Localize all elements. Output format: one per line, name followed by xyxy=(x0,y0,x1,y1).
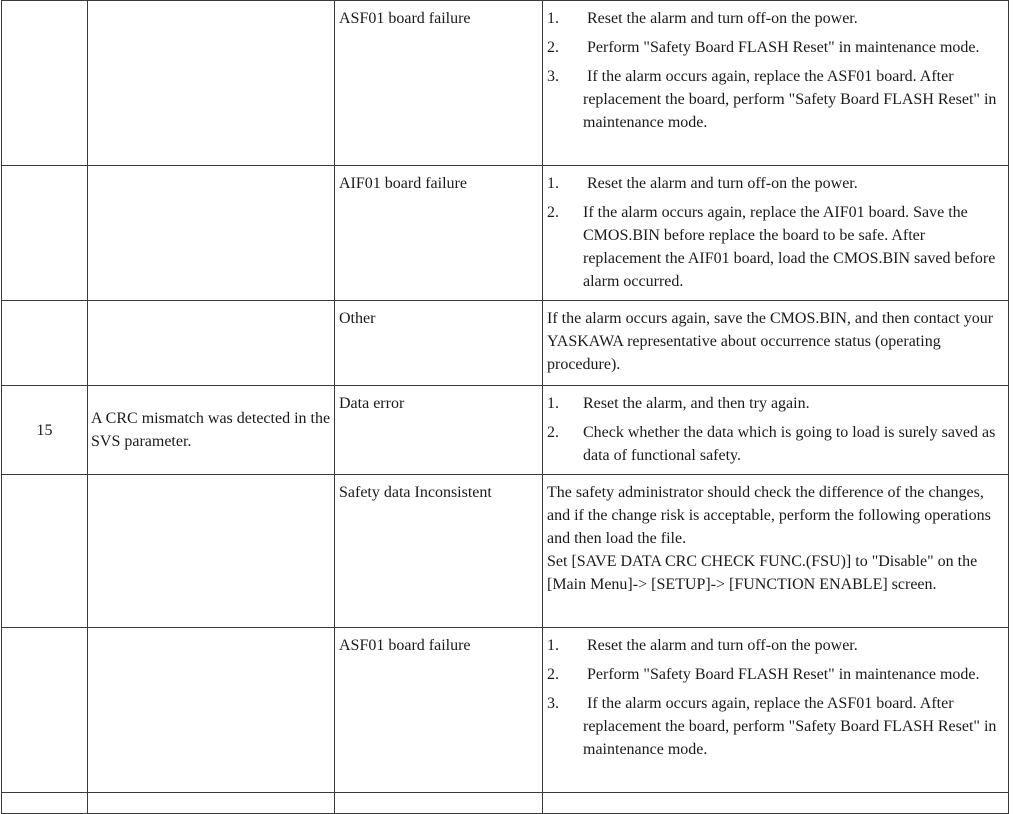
remedy-step: 1. Reset the alarm and turn off-on the power. xyxy=(547,10,858,27)
table-row xyxy=(2,386,1009,475)
alarm-description-cell xyxy=(88,1,335,166)
alarm-number-cell xyxy=(2,301,88,386)
table-row xyxy=(2,301,1009,386)
remedy-cell xyxy=(543,475,1009,628)
empty-cell xyxy=(335,793,543,814)
remedy-text: The safety administrator should check the difference of the changes, and if the change risk is acceptable, perform the following operations and then load the file. xyxy=(547,484,991,547)
table-row xyxy=(2,475,1009,628)
remedy-cell xyxy=(543,386,1009,475)
table-row xyxy=(2,793,1009,814)
remedy-steps xyxy=(547,7,1004,134)
alarm-description-cell xyxy=(88,166,335,301)
remedy-step: 3. If the alarm occurs again, replace the ASF01 board. After replacement the board, perform "Safety Board FLASH Reset" in maintenance mode. xyxy=(547,695,997,758)
remedy-step: 1. Reset the alarm and turn off-on the power. xyxy=(547,637,858,654)
cause-cell: Safety data Inconsistent xyxy=(335,475,543,628)
remedy-steps xyxy=(547,392,1004,467)
alarm-description-cell: A CRC mismatch was detected in the SVS parameter. xyxy=(88,386,335,475)
remedy-steps xyxy=(547,172,1004,293)
remedy-cell xyxy=(543,628,1009,793)
cause-cell: Other xyxy=(335,301,543,386)
cause-cell: ASF01 board failure xyxy=(335,628,543,793)
alarm-remedy-table xyxy=(1,0,1009,814)
alarm-description-cell xyxy=(88,301,335,386)
remedy-cell xyxy=(543,166,1009,301)
remedy-text: If the alarm occurs again, save the CMOS.BIN, and then contact your YASKAWA representative about occurrence status (operating procedure). xyxy=(547,310,994,373)
remedy-step: 2. Perform "Safety Board FLASH Reset" in maintenance mode. xyxy=(547,39,980,56)
alarm-number-cell: 15 xyxy=(2,386,88,475)
remedy-step: 1. Reset the alarm and turn off-on the power. xyxy=(547,175,858,192)
remedy-cell xyxy=(543,301,1009,386)
alarm-description-cell xyxy=(88,475,335,628)
remedy-step: 1. Reset the alarm, and then try again. xyxy=(547,395,810,412)
alarm-description-cell xyxy=(88,628,335,793)
remedy-step: 2. Check whether the data which is going to load is surely saved as data of functional safety. xyxy=(547,424,996,464)
alarm-number-cell xyxy=(2,475,88,628)
table-row xyxy=(2,166,1009,301)
empty-cell xyxy=(88,793,335,814)
cause-cell: AIF01 board failure xyxy=(335,166,543,301)
alarm-number-cell xyxy=(2,166,88,301)
remedy-cell xyxy=(543,1,1009,166)
remedy-step: 2. Perform "Safety Board FLASH Reset" in maintenance mode. xyxy=(547,666,980,683)
remedy-step: 3. If the alarm occurs again, replace the ASF01 board. After replacement the board, perform "Safety Board FLASH Reset" in maintenance mode. xyxy=(547,68,997,131)
alarm-number-cell xyxy=(2,628,88,793)
remedy-step: 2. If the alarm occurs again, replace the AIF01 board. Save the CMOS.BIN before replace the board to be safe. After replacement the AIF01 board, load the CMOS.BIN saved before alarm occurred. xyxy=(547,204,996,290)
empty-cell xyxy=(543,793,1009,814)
alarm-number-cell xyxy=(2,1,88,166)
table-row xyxy=(2,1,1009,166)
table-row xyxy=(2,628,1009,793)
cause-cell: Data error xyxy=(335,386,543,475)
empty-cell xyxy=(2,793,88,814)
remedy-text: Set [SAVE DATA CRC CHECK FUNC.(FSU)] to "Disable" on the [Main Menu]-> [SETUP]-> [FUNCTION ENABLE] screen. xyxy=(547,553,978,593)
cause-cell: ASF01 board failure xyxy=(335,1,543,166)
remedy-steps xyxy=(547,634,1004,761)
